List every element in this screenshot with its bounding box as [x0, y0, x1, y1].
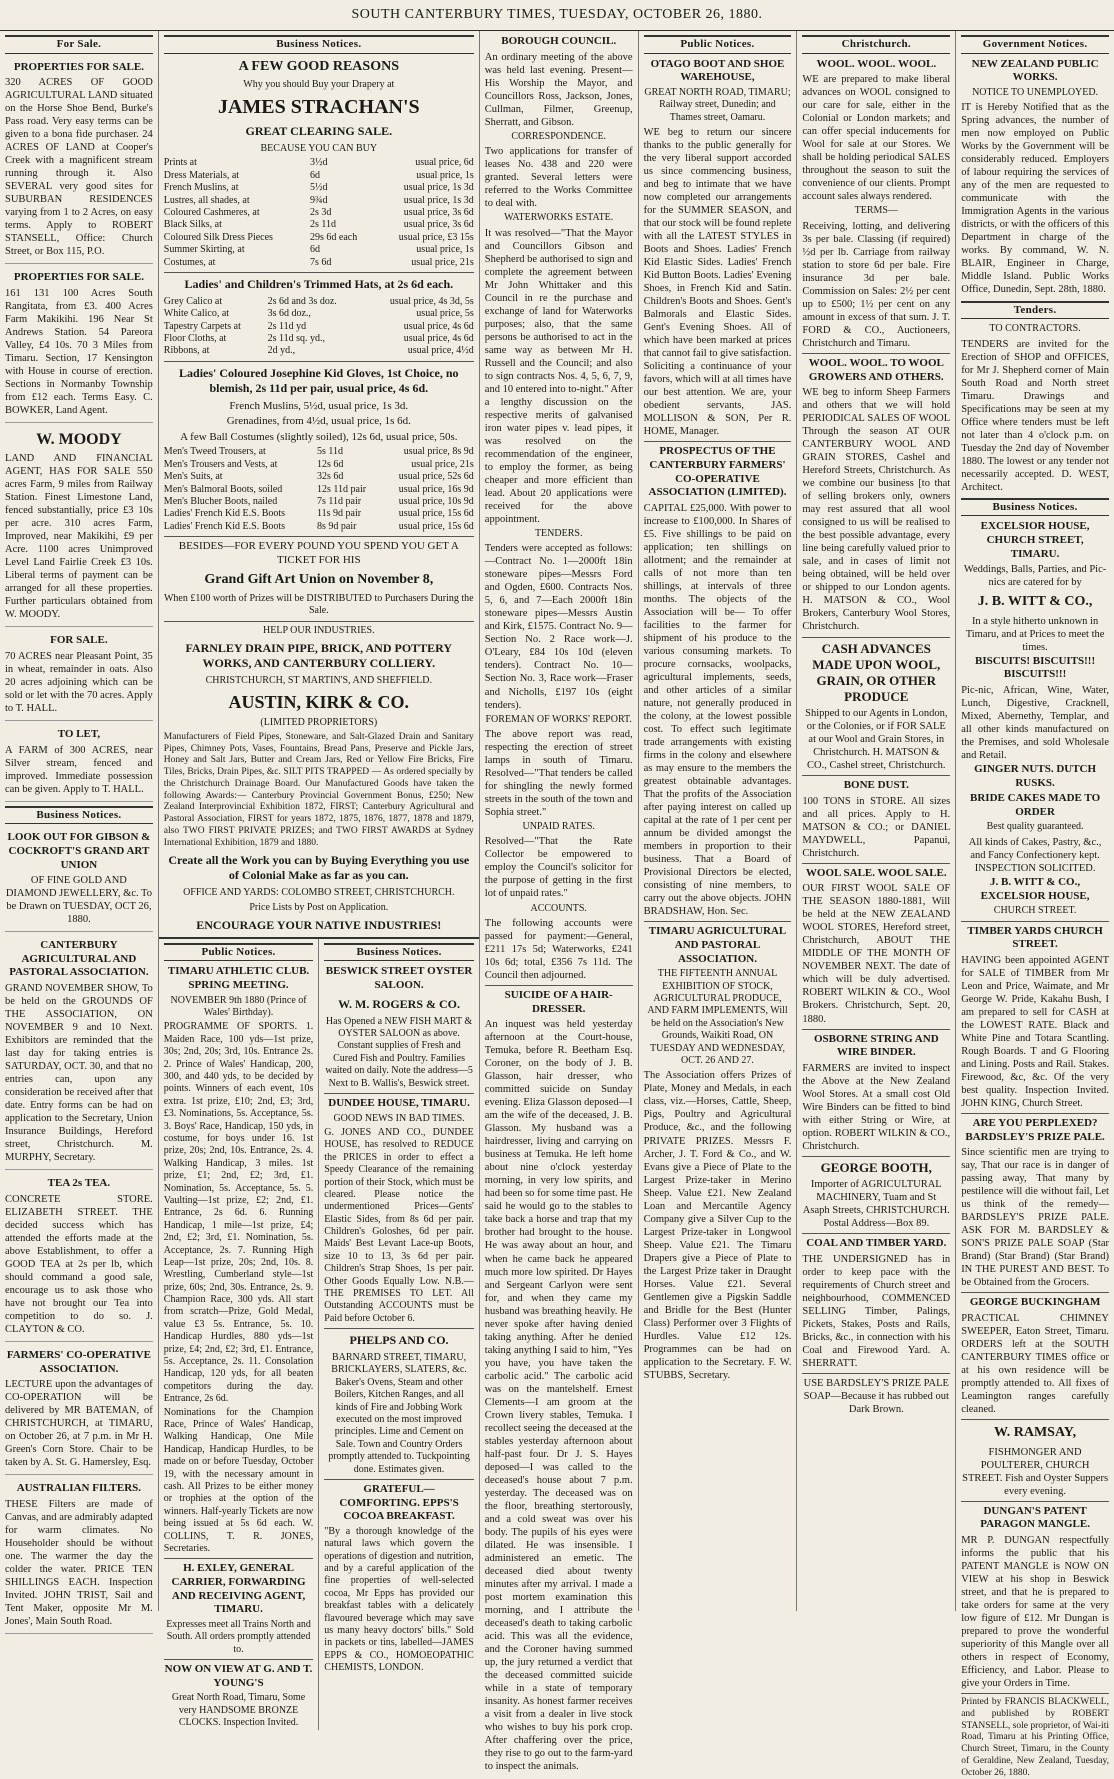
price-usual: usual price, 1s	[416, 169, 474, 181]
section-header: Public Notices.	[644, 35, 792, 54]
price-item: Men's Balmoral Boots, soiled	[163, 483, 283, 495]
article-subhead: FOREMAN OF WORKS' REPORT.	[485, 713, 632, 725]
price-usual: usual price, 3s 6d	[403, 219, 474, 231]
price-item: Summer Skirting, at	[163, 244, 245, 256]
price-item: Tapestry Carpets at	[163, 320, 241, 332]
ad-body: CONCRETE STORE. ELIZABETH STREET. THE decided success which has attended the efforts made at the above Establishment, to offer a GOOD TEA at 2s per lb, which should command a good sale, encourage us to ask those who have not brought our Tea into competition to do so. J. CLAYTON & CO.	[5, 1193, 153, 1336]
divider	[802, 637, 950, 638]
ad-body: WE beg to inform Sheep Farmers and others that we will hold PERIODICAL SALES OF WOOL Through the season AT OUR CANTERBURY WOOL AND GRAIN STORES, Cashel and Hereford Streets, Christchurch. As we combine our business [to that of selling brokers only, owners may rest assured that all wool consigned to us will be realised to the best possible advantage, every line being carefully valued prior to sale, and in cases of limit not being obtained, will be held over or shipped to our London agents. H. MATSON & CO., Wool Brokers, Canterbury Wool Stores, Christchurch.	[802, 387, 951, 633]
ad-body: In a style hitherto unknown in Timaru, and at Prices to meet the times.	[965, 615, 1105, 653]
price-row	[164, 484, 474, 496]
ad-body: A FARM of 300 ACRES, near Silver stream, fenced and improved. Immediate possession can be given. Apply to T. HALL.	[5, 744, 153, 795]
divider	[802, 1233, 950, 1234]
ad-headline: GEORGE BOOTH,	[820, 1159, 932, 1175]
price-row	[164, 244, 474, 256]
price-value: 6d	[310, 244, 321, 256]
price-value: 3½d	[310, 157, 328, 169]
price-item: Men's Suits, at	[163, 471, 223, 483]
price-value: 7s 6d	[310, 256, 332, 268]
divider	[324, 1328, 474, 1329]
divider	[961, 1419, 1109, 1420]
ad-body: OUR FIRST WOOL SALE OF THE SEASON 1880-1881, Will be held at the NEW ZEALAND WOOL STORES, Hereford street, Christchurch, ABOUT THE MIDDLE OF THE MONTH OF NOVEMBER NEXT. The date of which will be duly advertised. ROBERT WILKIN & CO., Wool Brokers. Christchurch, Sept. 20, 1880.	[802, 883, 951, 1025]
ad-caption: French Muslins, 5½d, usual price, 1s 3d.	[229, 399, 409, 412]
price-row	[164, 195, 474, 207]
ad-body: OF FINE GOLD AND DIAMOND JEWELLERY, &c. To be Drawn on TUESDAY, OCT 26, 1880.	[5, 875, 152, 926]
ad-australian-filters	[5, 1479, 153, 1634]
ad-title: AUSTIN, KIRK & CO.	[228, 692, 410, 713]
ad-headline: TO LET,	[57, 727, 101, 740]
article-subhead: WATERWORKS ESTATE.	[504, 212, 614, 224]
ad-caption: NOTICE TO UNEMPLOYED.	[972, 86, 1099, 98]
ad-body: 161 131 100 Acres South Rangitata, from £3. 400 Acres Farm Makikihi. 196 Near St Andrews Station. 54 Pareora Valley, £4 10s. 70 3 Miles from Timaru. Section, 17 Kensington with House in course of erection. Sections in Normanby Township from £12 each. Terms Easy. C. BOWKER, Land Agent.	[5, 288, 153, 417]
ad-body: USE BARDSLEY'S PRIZE PALE SOAP—Because it has rubbed out Dark Brown.	[803, 1377, 949, 1415]
price-value: 9¾d	[310, 194, 328, 206]
section-header: Business Notices.	[324, 943, 474, 962]
ad-headline: WOOL SALE. WOOL SALE.	[805, 866, 947, 879]
price-item: Lustres, all shades, at	[163, 194, 250, 206]
ad-caption: Why you should Buy your Drapery at	[243, 78, 395, 90]
price-item: Black Silks, at	[163, 219, 222, 231]
ad-body: LAND AND FINANCIAL AGENT, HAS FOR SALE 550 acres Farm, 9 miles from Railway Station. Finest Limestone Land, fenced substantially, price £3 10s per acre. 310 acres Farm, Improved, near Makikihi, £9 per Acre. 1100 acres Unimproved Level Land Fairlie Creek £3 10s. Liberal terms of payment can be arranged for all these properties. Further particulars obtained from W. MOODY.	[5, 453, 153, 621]
price-usual: usual price, 15s 6d	[398, 508, 474, 520]
article-subhead: TENDERS.	[534, 527, 583, 539]
ad-title: W. M. ROGERS & CO.	[338, 996, 460, 1011]
ad-body: HAVING been appointed AGENT for SALE of TIMBER from Mr Leon and Price, Waimate, and Mr George W. Pride, Kakahu Bush, I am prepared to sell for CASH at the LOWEST RATE. Black and White Pine and Totara Scantling. Rough Boards. T and G Flooring and Lining. Posts and Rail. Stakes. Firewood, &c, &c. Of the very best quality. Inspection Invited. JOHN KING, Church Street.	[961, 954, 1109, 1109]
ad-body: IT is Hereby Notified that as the Spring advances, the number of men now employed on Public Works by the Government will be considerably reduced. Employers of labour requiring the services of any of the men are requested to communicate with the Immigration Agents in the various districts, or with the officers of this Department in charge of the works. By command, W. N. BLAIR, Engineer in Charge, Middle Island. Public Works Office, Dunedin, Sept. 28th, 1880.	[961, 102, 1109, 296]
ad-body: FISHMONGER AND POULTERER, CHURCH STREET. Fish and Oyster Suppers every evening.	[962, 1446, 1109, 1497]
ad-headline: BESWICK STREET OYSTER SALOON.	[325, 965, 473, 992]
divider	[164, 1558, 314, 1559]
ad-headline: TIMARU ATHLETIC CLUB. SPRING MEETING.	[167, 965, 310, 992]
ad-body: WE are prepared to make liberal advances on WOOL consigned to our care for sale, either in the Colonial or London markets; and can offer special inducements for Wool for sale at our Stores. We shall be holding periodical SALES throughout the season to suit the convenience of our clients. Prompt account sales always rendered.	[802, 74, 951, 203]
ad-caption: CHRISTCHURCH, ST MARTIN'S, AND SHEFFIELD.	[205, 674, 432, 686]
ad-headline: TEA 2s TEA.	[47, 1177, 111, 1190]
ad-properties-stansell	[5, 58, 153, 265]
divider	[324, 1093, 474, 1094]
price-row	[164, 207, 474, 219]
ad-farmers-cooperative	[5, 1346, 153, 1475]
divider	[802, 1029, 950, 1030]
ad-headline: FOR SALE.	[50, 634, 108, 647]
ad-headline: BISCUITS! BISCUITS!!! BISCUITS!!!	[975, 654, 1096, 681]
article-headline: BOROUGH COUNCIL.	[501, 35, 617, 47]
price-row	[164, 296, 474, 308]
divider	[485, 985, 633, 986]
price-row	[164, 257, 474, 269]
price-value: 6d	[310, 169, 321, 181]
price-value: 12s 6d	[317, 458, 344, 470]
price-value: 32s 6d	[317, 471, 344, 483]
ad-body: Shipped to our Agents in London, or the Colonies, or if FOR SALE at our Wool and Grain Stores, in Christchurch. H. MATSON & CO., Cashel street, Christchurch.	[805, 707, 948, 771]
divider	[802, 1373, 950, 1374]
article-body: Two applications for transfer of leases No. 438 and 220 were granted. Several letters were referred to the Works Committee to deal with.	[484, 146, 633, 210]
price-usual: usual price, 21s	[411, 256, 474, 268]
price-row	[164, 321, 474, 333]
price-usual: usual price, 4s 6d	[403, 320, 474, 332]
price-row	[164, 345, 474, 357]
article-body: An inquest was held yesterday afternoon at the Court-house, Temuka, before R. Beetham Esq. Coroner, on the body of J. B. Glasson, hair dresser, who committed suicide on Sunday evening. Eliza Glasson deposed—I am the wife of the deceased, J. B. Glasson. My husband was a hairdresser, living and carrying on business at Temuka. He left home about nine o'clock yesterday morning, in very low spirits, and had been so for some time past. He said he would go to the stables to take back a horse and trap that my brother had brought to the house. He was away about an hour, and when he came back he appeared much more low spirited. Dr Hayes and Sergeant Carlyon were sent for, and when they came my husband was breathing heavily. He never spoke after having denied taking anything. After he denied taking anything I said to him, "Yes you have, you have taken the carbolic acid." The carbolic acid was on the mantelshelf. Ernest Clements—I am groom at the Crown livery stables, Temuka. I recollect seeing the deceased at the stables yesterday afternoon about half-past four. Dr J. S. Hayes deposed—I was called to the deceased's house about 7 p.m. yesterday. The deceased was on the floor, breathing stertorously, and a cold sweat was over his body. The pupils of his eyes were dilated. He was insensible. I administered an emetic. The deceased died about twenty minutes after my arrival. I made a post mortem examination this morning, and I attribute the deceased's death to taking carbolic acid. This was all the evidence, and the Coroner having summed up, the jury returned a verdict that the deceased committed suicide while in a state of temporary insanity. As honest farmer receives a visit from a dealer in live stock who wishes to buy his pork crop. After chaffering over the price, they rise to go out to the farm-yard to inspect the animals.	[484, 1019, 633, 1773]
divider	[802, 863, 950, 864]
price-usual: usual price, 1s 3d	[403, 194, 474, 206]
column-4	[639, 31, 798, 1611]
ad-caption: (LIMITED PROPRIETORS)	[260, 717, 378, 729]
ad-body: "By a thorough knowledge of the natural laws which govern the operations of digestion and nutrition, and by a careful application of the fine properties of well-selected cocoa, Mr Epps has provided our breakfast tables with a delicately flavoured beverage which may save us many heavy doctors' bills." Sold in packets or tins, labelled—JAMES EPPS & CO., HOMOEOPATHIC CHEMISTS, LONDON.	[324, 1525, 474, 1674]
ad-to-let-hall	[5, 725, 153, 802]
price-value: 5s 11d	[317, 446, 344, 458]
price-item: Ribbons, at	[163, 345, 210, 357]
ad-properties-bowker	[5, 268, 153, 423]
price-row	[164, 170, 474, 182]
ad-body: 100 TONS in STORE. All sizes and all prices. Apply to H. MATSON & CO.; or DANIEL MAYDWELL, Papanui, Christchurch.	[802, 795, 951, 859]
section-header: Business Notices.	[961, 498, 1109, 517]
price-item: Men's Blucher Boots, nailed	[163, 495, 278, 507]
price-item: Floor Cloths, at	[163, 333, 227, 344]
ad-caption: Price Lists by Post on Application.	[249, 901, 389, 913]
ad-body: Pic-nic, African, Wine, Water, Lunch, Digestive, Cracknell, Mixed, Abernethy, Templar, and all other kinds manufactured on the Premises, and sold Wholesale and Retail.	[961, 684, 1109, 761]
price-table	[164, 446, 474, 533]
price-row	[164, 182, 474, 194]
price-usual: usual price, 21s	[411, 458, 474, 470]
ad-title: Ladies' Coloured Josephine Kid Gloves, 1st Choice, no blemish, 2s 11d per pair, usual price, 4s 6d.	[179, 365, 459, 395]
ad-title: PHELPS AND CO.	[349, 1333, 449, 1348]
section-header: Business Notices.	[164, 35, 474, 54]
divider	[961, 921, 1109, 922]
price-value: 2s 3d	[310, 207, 332, 218]
price-usual: usual price, 1s 3d	[403, 182, 474, 194]
ad-body: Importer of AGRICULTURAL MACHINERY, Tuam and St Asaph Streets, CHRISTCHURCH. Postal Address—Box 89.	[802, 1178, 950, 1230]
article-body: The above report was read, respecting the erection of street lamps in south of Timaru. Resolved—"That tenders be called for shingling the newly formed streets in the south of the town and Sophia street."	[484, 728, 633, 819]
ad-body: Weddings, Balls, Parties, and Pic-nics are catered for by	[963, 564, 1107, 589]
price-value: 2d yd.,	[267, 345, 296, 357]
ad-headline: PROPERTIES FOR SALE.	[13, 60, 144, 73]
price-item: Men's Tweed Trousers, at	[163, 446, 266, 458]
ad-body: LECTURE upon the advantages of CO-OPERATION will be delivered by MR BATEMAN, of CHRISTCHURCH, at TIMARU, on October 26, at 7 p.m. in Mr H. Green's Corn Store. Chair to be taken by A. St. G. Hamersley, Esq.	[5, 1379, 153, 1469]
price-value: 8s 9d pair	[317, 520, 357, 532]
divider	[164, 272, 474, 273]
article-body: An ordinary meeting of the above was held last evening. Present—His Worship the Mayor, and Councillors Ross, Jackson, Jones, Cullman, Filmer, Greenup, Sherratt, and Gibson.	[484, 51, 633, 128]
section-header: Tenders.	[961, 301, 1109, 320]
article-subhead: UNPAID RATES.	[522, 821, 595, 833]
ad-headline: PROSPECTUS OF THE CANTERBURY FARMERS' CO-OPERATIVE ASSOCIATION (LIMITED).	[648, 445, 787, 499]
ad-title: FARNLEY DRAIN PIPE, BRICK, AND POTTERY WORKS, AND CANTERBURY COLLIERY.	[185, 640, 453, 670]
ad-title: W. RAMSAY,	[994, 1425, 1077, 1441]
ad-headline: CASH ADVANCES MADE UPON WOOL, GRAIN, OR OTHER PRODUCE	[812, 640, 941, 704]
price-value: 29s 6d each	[310, 231, 358, 243]
price-usual: usual price, 5s	[416, 308, 474, 320]
ad-headline: TIMARU AGRICULTURAL AND PASTORAL ASSOCIATION.	[648, 925, 787, 965]
article-subhead: CORRESPONDENCE.	[511, 130, 607, 142]
ad-title: A FEW GOOD REASONS	[238, 58, 399, 74]
price-row	[164, 521, 474, 533]
price-usual: usual price, 3s 6d	[403, 207, 474, 218]
ad-body: Expresses meet all Trains North and South. All orders promptly attended to.	[166, 1618, 311, 1655]
ad-body: FARMERS are invited to inspect the Above at the New Zealand Wool Stores. At a small cost Old Wire Binders can be fitted to bind with either String or Wire, at option. ROBERT WILKIN & CO., Christchurch.	[802, 1062, 951, 1152]
section-header: Public Notices.	[164, 943, 314, 962]
ad-headline: TIMBER YARDS CHURCH STREET.	[967, 924, 1103, 951]
ad-title: Ladies' and Children's Trimmed Hats, at 2s 6d each.	[184, 276, 454, 291]
ad-body: MR P. DUNGAN respectfully informs the public that his PATENT MANGLE is NOW ON VIEW at his shop in Beswick street, and that he is prepared to take orders for same at the very low figure of £12. Mr Dungan is prepared to prove the wonderful superiority of this Mangle over all others in respect of Economy, Efficiency, and Labor. Please to give your Orders in Time.	[961, 1534, 1109, 1690]
price-row	[164, 333, 474, 345]
ad-tea	[5, 1174, 153, 1342]
divider	[644, 441, 792, 442]
price-value: 3s 6d doz.,	[267, 308, 311, 320]
price-row	[164, 446, 474, 458]
ad-body: The Association offers Prizes of Plate, Money and Medals, in each class, viz.—Horses, Cattle, Sheep, Pigs, Poultry and Agricultural Produce, &c., and the following PRIVATE PRIZES. Messrs F. Archer, J. T. Ford & Co., and W. Evans give a Piece of Plate to the Largest Prize-taker in Merino Sheep. Value £21. New Zealand Loan and Mercantile Agency Company give a Silver Cup to the Largest Prize-taker in Longwool Sheep. Value £21. The Timaru Drapers give a Piece of Plate to the Largest Prize taker in Draught Horses. Value £21. Several Gentlemen give a Pigskin Saddle and Bridle for the Best (Hunter Class) Performer over 3 Flights of Hurdles. Value £12 12s. Programmes can be had on application to the Secretary. F. W. STUBBS, Secretary.	[643, 1070, 792, 1381]
imprint: Printed by FRANCIS BLACKWELL, and published by ROBERT STANSELL, sole proprietor, of Wai-iti Road, Timaru at his Printing Office, Church Street, Timaru, in the County of Geraldine, New Zealand, Tuesday, October 26, 1880.	[961, 1697, 1109, 1778]
price-item: Ladies' French Kid E.S. Boots	[163, 520, 286, 532]
ad-body: WE beg to return our sincere thanks to the public generally for the very liberal support accorded us since commencing business, and beg to intimate that we have now completed our arrangements for the SUMMER SEASON, and that our stock will be found replete with all the LATEST STYLES in Boots and Shoes. Ladies' French Kid Elastic Sides. Ladies' French Kid Button Boots. Ladies' Evening Shoes, in French Kid and Satin. Children's Boots and Shoes. Gent's Balmorals and Elastic Sides. Gent's Evening Shoes. All of which have been marked at prices that cannot fail to give satisfaction. Soliciting a continuance of your favors, which will at all times have our best attention. We are, your obedient servants, JAS. MOLLISON & SON, Per R. HOME, Manager.	[643, 127, 792, 438]
price-value: 11s 9d pair	[317, 508, 362, 520]
ad-caption: HELP OUR INDUSTRIES.	[263, 624, 375, 636]
ad-headline: GINGER NUTS. DUTCH RUSKS.	[974, 762, 1097, 789]
price-usual: usual price, 4s 6d	[403, 333, 474, 344]
divider	[324, 1479, 474, 1480]
price-usual: usual price, 1s	[416, 244, 474, 256]
ad-headline: J. B. WITT & CO., EXCELSIOR HOUSE,	[980, 875, 1090, 902]
ad-headline: ARE YOU PERPLEXED? BARDSLEY'S PRIZE PALE.	[965, 1117, 1105, 1143]
ad-body: THE UNDERSIGNED has in order to keep pace with the requirements of Church street and neighbourhood, COMMENCED SELLING Timber, Palings, Pickets, Stakes, Posts and Rails, Bricks, &c., in connection with his Coal and Firewood Yard. A. SHERRATT.	[802, 1253, 951, 1369]
section-header: For Sale.	[5, 35, 153, 54]
article-subhead: ACCOUNTS.	[530, 902, 587, 914]
ad-caption: GREAT NORTH ROAD, TIMARU; Railway street, Dunedin; and Thames street, Oamaru.	[644, 86, 791, 123]
price-item: French Muslins, at	[163, 182, 239, 194]
ad-headline: DUNGAN'S PATENT PARAGON MANGLE.	[980, 1504, 1090, 1531]
price-usual: usual price, 52s 6d	[398, 471, 474, 483]
ad-canterbury-association	[5, 936, 153, 1170]
subcolumn-public-notices	[159, 939, 320, 1731]
ad-body: 320 ACRES OF GOOD AGRICULTURAL LAND situated on the Horse Shoe Bend, Burke's Pass road. Very easy terms can be given to a bona fide purchaser. 24 ACRES OF LAND at Cooper's Creek with a magnificent stream running through it. Also SEVERAL very good sites for SUBURBAN RESIDENCES varying from 1 to 2 Acres, on easy terms. Apply to ROBERT STANSELL, Office: Church Street, or Box 115, P.O.	[5, 77, 153, 258]
price-item: Prints at	[163, 157, 197, 169]
price-usual: usual price, 10s 9d	[398, 495, 474, 507]
ad-headline: PROPERTIES FOR SALE.	[13, 271, 144, 284]
ad-body: BARNARD STREET, TIMARU, BRICKLAYERS, SLATERS, &c. Baker's Ovens, Steam and other Boilers, Kitchen Ranges, and all kinds of Fire and Jobbing Work executed on the most improved principles. Lime and Cement on Sale. Town and Country Orders promptly attended to. Tuckpointing done. Estimates given.	[328, 1352, 470, 1475]
ad-headline: DUNDEE HOUSE, TIMARU.	[328, 1096, 470, 1109]
price-item: Grey Calico at	[163, 295, 223, 307]
ad-headline: OTAGO BOOT AND SHOE WAREHOUSE,	[650, 57, 785, 84]
divider	[164, 1659, 314, 1660]
article-body: The following accounts were passed for payment:—General, £211 17s 5d; Waterworks, £241 10s 6d; total, £356 7s 11d. The Council then adjourned.	[484, 917, 633, 981]
ad-headline: COAL AND TIMBER YARD.	[806, 1237, 947, 1250]
ad-caption: TERMS—	[854, 205, 898, 217]
ad-body: G. JONES AND CO., DUNDEE HOUSE, has resolved to REDUCE the PRICES in order to effect a Speedy Clearance of the remaining portion of their Stock, which must be cleared. Please notice the undermentioned Prices—Gents' Elastic Sides, from 8s 6d per pair. Children's Goloshes, 6d per pair. Maids' Best Levant Lace-up Boots, size 10 to 13, 3s 6d per pair. Children's Strap Shoes, 1s per pair. Other Goods Equally Low. N.B.—THE PREMISES TO LET. All Outstanding ACCOUNTS must be Paid before October 6.	[324, 1126, 474, 1324]
ad-caption: A few Ball Costumes (slightly soiled), 12s 6d, usual price, 50s.	[180, 430, 458, 443]
ad-headline: H. EXLEY, GENERAL CARRIER, FORWARDING AND RECEIVING AGENT, TIMARU.	[171, 1562, 306, 1616]
ad-caption: GOOD NEWS IN BAD TIMES.	[333, 1112, 465, 1124]
ad-title: Grand Gift Art Union on November 8,	[204, 572, 434, 588]
ad-gibson-art-union	[5, 828, 153, 932]
ad-title: JAMES STRACHAN'S	[217, 96, 420, 119]
ad-body: TENDERS are invited for the Erection of SHOP and OFFICES, for Mr J. Shepherd corner of Main South Road and North street Timaru. Drawings and Specifications may be seen at my Office where tenders must be left not later than 4 o'clock p.m. on Tuesday the 2nd day of November 1880. The lowest or any tender not necessarily accepted. D. WEST, Architect.	[961, 338, 1109, 493]
column-2	[159, 31, 480, 1728]
ad-headline: FARMERS' CO-OPERATIVE ASSOCIATION.	[6, 1349, 151, 1375]
section-header: Government Notices.	[961, 35, 1109, 54]
divider	[802, 775, 950, 776]
divider	[961, 1693, 1109, 1694]
ad-headline: EXCELSIOR HOUSE, CHURCH STREET, TIMARU.	[980, 520, 1090, 560]
ad-headline: WOOL. WOOL. WOOL.	[816, 57, 937, 70]
ad-headline: CANTERBURY AGRICULTURAL AND PASTORAL ASSOCIATION.	[9, 939, 149, 979]
ad-body: All kinds of Cakes, Pastry, &c., and Fancy Confectionery kept. INSPECTION SOLICITED.	[968, 836, 1102, 874]
article-body: It was resolved—"That the Mayor and Councillors Gibson and Shepherd be authorised to sign and complete the agreement between Mr John Whittaker and this Council in re the purchase and exchange of land for Waterworks purposes; also, that the same persons be authorised to act in the same way as between Mr H. Russell and the Council; and also to sign contracts Nos. 4, 5, 6, 7, 9, and 10 entered into to-night." After a lengthy discussion on the respective merits of galvanised iron water pipes v. lead pipes, it was resolved on the recommendation of the engineer, to employ the former, as being cheaper and more efficient than lead. About 20 applications were received for the above appointment.	[484, 227, 633, 525]
ad-for-sale-hall	[5, 631, 153, 721]
price-usual: usual price, 8s 9d	[403, 446, 474, 458]
ad-title: J. B. WITT & CO.,	[977, 594, 1093, 610]
ad-body: Manufacturers of Field Pipes, Stoneware, and Salt-Glazed Drain and Sanitary Pipes, Chimney Pots, Vases, Fountains, Bread Pans, Preserve and Pickle Jars, Honey and Salt Jars, Butter and Cream Jars, Red or Yellow Fire Bricks, Fire Tiles, Bricks, Drain Pipes, &c. SILT PITS TRAPPED — As ordered specially by the Christchurch Drainage Board. Our Manufactured Goods have taken the following Awards:— Canterbury Provincial Government Bonus, £250; New Zealand Interprovincial Exhibition 1872, FIRST; Canterbury Agricultural and Pastoral Association, FIRST for years 1872, 1875, 1876, 1877, 1878 and 1879, also TWO FIRST PRIVATE PRIZES; and TWO FIRST AWARDS at Sydney International Exhibition, 1879 and 1880.	[163, 731, 474, 848]
price-value: 2s 6d and 3s doz.	[267, 295, 337, 307]
subcolumn-business-notices	[319, 939, 479, 1731]
price-value: 7s 11d pair	[317, 495, 362, 507]
ad-caption: BECAUSE YOU CAN BUY	[260, 143, 378, 155]
column-1	[0, 31, 159, 1628]
ad-moody	[5, 427, 153, 627]
price-item: White Calico, at	[163, 308, 230, 320]
section-header: Business Notices.	[5, 806, 153, 825]
price-row	[164, 232, 474, 244]
divider	[961, 1113, 1109, 1114]
column-6	[956, 31, 1114, 1778]
ad-body: CAPITAL £25,000. With power to increase to £100,000. In Shares of £5. Five shillings to be paid on application; ten shillings on allotment; and the remainder at calls of not more than ten shillings, at intervals of three months. The objects of the Association will be— To offer facilities to the farmer for shipment of his produce to the various consuming markets. To procure cornsacks, woolpacks, agricultural implements, seeds, and other articles of a similar nature, not generally produced in the colony, at the lowest possible cost. To effect such legitimate trade arrangements with existing firms in the colony and elsewhere as may ensure to the members the greatest obtainable advantages. That the profits of the Association after paying interest on called up capital at the rate of 1 per cent per annum be divided amongst the members in proportion to their business. That a Board of Provisional Directors be elected, consisting of nine members, to carry out the above objects. JOHN BRADSHAW, Hon. Sec.	[643, 502, 792, 918]
price-usual: usual price, 16s 9d	[398, 483, 474, 495]
divider	[164, 361, 474, 362]
columns	[0, 31, 1114, 1778]
ad-caption: TO CONTRACTORS.	[989, 323, 1081, 335]
price-table	[164, 157, 474, 269]
lower-subcolumns	[159, 937, 479, 1731]
ad-headline: GEORGE BUCKINGHAM	[969, 1296, 1101, 1309]
ad-title: GREAT CLEARING SALE.	[245, 124, 393, 139]
price-value: 5½d	[310, 182, 328, 194]
price-value: 2s 11d sq. yd.,	[267, 333, 326, 344]
price-value: 2s 11d yd	[267, 320, 307, 332]
divider	[802, 353, 950, 354]
ad-headline: WOOL. WOOL. TO WOOL GROWERS AND OTHERS.	[808, 356, 944, 383]
ad-title: Create all the Work you can by Buying Everything you use of Colonial Make as far as you can.	[168, 853, 470, 883]
price-item: Ladies' French Kid E.S. Boots	[163, 508, 286, 520]
price-item: Dress Materials, at	[163, 169, 240, 181]
ad-caption: Grenadines, from 4½d, usual price, 1s 6d.	[226, 415, 411, 428]
ad-body: Has Opened a NEW FISH MART & OYSTER SALOON as above. Constant supplies of Fresh and Cured Fish and Poultry. Families waited on daily. Note the address—5 Next to B. Wallis's, Beswick street.	[325, 1015, 473, 1089]
ad-caption: When £100 worth of Prizes will be DISTRIBUTED to Purchasers During the Sale.	[163, 592, 474, 617]
price-usual: usual price, £3 15s	[398, 231, 474, 243]
divider	[802, 1156, 950, 1157]
divider	[961, 1501, 1109, 1502]
divider	[164, 621, 474, 622]
price-usual: usual price, 6d	[415, 157, 474, 169]
strachan-ad	[159, 35, 479, 933]
price-row	[164, 496, 474, 508]
ad-body: Receiving, lotting, and delivering 3s per bale. Classing (if required) ½d per lb. Carriage from railway station to store 6d per bale. Fire insurance 3d per bale. Commission on Sales: 2½ per cent up to £500; 1½ per cent on any amount in excess of that sum. J. T. FORD & CO., Auctioneers, Christchurch and Timaru.	[802, 220, 951, 349]
ad-headline: NEW ZEALAND PUBLIC WORKS.	[971, 57, 1099, 84]
price-item: Costumes, at	[163, 256, 216, 268]
price-usual: usual price, 4½d	[407, 345, 474, 357]
ad-caption: Best quality guaranteed.	[986, 821, 1084, 833]
ad-headline: BONE DUST.	[843, 779, 909, 792]
price-value: 2s 11d	[310, 219, 337, 231]
price-usual: usual price, 15s 6d	[398, 520, 474, 532]
ad-headline: W. MOODY	[36, 431, 122, 449]
ad-title: ENCOURAGE YOUR NATIVE INDUSTRIES!	[196, 917, 442, 932]
column-3	[480, 31, 639, 1773]
ad-caption: CHURCH STREET.	[993, 905, 1077, 917]
ad-body: PRACTICAL CHIMNEY SWEEPER, Eaton Street, Timaru. ORDERS left at the SOUTH CANTERBURY TIMES office or at his own residence will be promptly attended to. All fixes of Leamington ranges carefully cleaned.	[961, 1313, 1109, 1416]
article-body: Tenders were accepted as follows:—Contract No. 1—2000ft 18in stoneware pipes—Messrs Ford and Ogden, £600. Contracts Nos. 5, 6, and 7—Each 2000ft 18in stoneware pipes—Messrs Austin and Kirk, £1575. Contract No. 9—Section No. 2 Race work—J. O'Leary, £84 10s 10d (eleven tenders). Contract No. 10—Section No. 3, Race work—Fraser and Nicholls, £197 10s (eight tenders).	[484, 543, 633, 711]
price-usual: usual price, 4s 3d, 5s	[389, 295, 474, 307]
divider	[961, 1292, 1109, 1293]
ad-body: PROGRAMME OF SPORTS. 1. Maiden Race, 100 yds—1st prize, 30s; 2nd, 20s; 3rd, 10s. Entrance 2s. 2. Prince of Wales' Handicap, 200, 300, and 440 yds, to be decided by points. Winners of each event, 10s extra. 1st prize, £10; 2nd, £3; 3rd, £3. Nominations, 5s. Acceptance, 5s. 3. Boys' Race, Handicap, 150 yds, in costume, for boys under 16. 1st prize, 20s; 2nd, 10s. Entrance, 2s. 4. Walking Handicap, 3 miles. 1st prize, £1; 2nd, £2; 3rd, £1. Nomination, 5s. Acceptance, 5s. 5. Vaulting—1st prize, £2; 2nd, £1. Entrance, 2s 6d. 6. Running Handicap, 1 mile—1st prize, £4; 2nd, £2; 3rd, £1. Nomination, 5s. Acceptance, 2s. 7. Running High Leap—1st prize, 20s; 2nd, 10s. 8. Wrestling, Cumberland style—1st prize, 60s; 2nd, 30s. Entrance, 2s. 9. Champion Race, 300 yds. All start from scratch—Prize, Gold Medal, value £3 5s. Entrance, 5s. 10. Handicap Hurdles, 880 yds—1st prize, £4; 2nd, £2; 3rd, £1. Entrance, 5s. Acceptance, 2s. 11. Consolation Handicap, 120 yds, for all beaten competitors during the day. Entrance, 2s 6d.	[163, 1021, 314, 1405]
article-body: Resolved—"That the Rate Collector be empowered to employ the Council's solicitor for the purpose of getting in the first lot of unpaid rates."	[484, 836, 633, 900]
ad-body: Nominations for the Champion Race, Prince of Wales' Handicap, Walking Handicap, One Mile Handicap, Handicap Hurdles, to be made on or before Tuesday, October 19, with the necessary amount in cash. All Prizes to be either money or trophies at the option of the winners. Half-yearly Tickets are now being issued at 5s 6d each. W. COLLINS, T. R. JONES, Secretaries.	[163, 1406, 314, 1554]
ad-caption: BESIDES—FOR EVERY POUND YOU SPEND YOU GET A TICKET FOR HIS	[178, 540, 459, 566]
article-headline: SUICIDE OF A HAIR-DRESSER.	[504, 988, 613, 1015]
price-value: 12s 11d pair	[317, 483, 367, 495]
price-table	[164, 296, 474, 358]
price-item: Coloured Silk Dress Pieces	[163, 231, 273, 243]
ad-caption: OFFICE AND YARDS: COLOMBO STREET, CHRISTCHURCH.	[183, 887, 455, 899]
ad-headline: GRATEFUL—COMFORTING. EPPS'S COCOA BREAKFAST.	[339, 1482, 459, 1523]
section-header: Christchurch.	[802, 35, 950, 54]
price-row	[164, 508, 474, 520]
ad-headline: BRIDE CAKES MADE TO ORDER	[970, 792, 1101, 818]
price-row	[164, 157, 474, 169]
ad-headline: NOW ON VIEW AT G. AND T. YOUNG'S	[164, 1662, 313, 1689]
ad-body: Since scientific men are trying to say, That our race is in danger of passing away, That many by pestilence will die without fail, Let us think of the remedy—BARDSLEY'S PRIZE PALE. ASK FOR M. BARDSLEY & SON'S PRIZE PALE SOAP (Star Brand) (Star Brand) (Star Brand) IN THE PUREST AND BEST. To be Obtained from the Grocers.	[961, 1147, 1109, 1289]
price-row	[164, 219, 474, 231]
masthead: SOUTH CANTERBURY TIMES, TUESDAY, OCTOBER 26, 1880.	[0, 0, 1114, 31]
price-row	[164, 308, 474, 320]
ad-headline: OSBORNE STRING AND WIRE BINDER.	[813, 1032, 939, 1059]
divider	[644, 921, 792, 922]
ad-caption: NOVEMBER 9th 1880 (Prince of Wales' Birthday).	[170, 994, 307, 1019]
divider	[164, 536, 474, 537]
column-5	[797, 31, 956, 1611]
price-item: Men's Trousers and Vests, at	[163, 458, 278, 470]
ad-body: GRAND NOVEMBER SHOW, To be held on the GROUNDS OF THE ASSOCIATION, ON NOVEMBER 9 and 10 Next. Exhibitors are reminded that the last day for taking entries is SATURDAY, OCT. 30, and that no entries can, upon any consideration be received after that date. Entry forms can be had on application to the Secretary, Union Insurance Buildings, Hereford street, Christchurch. M. MURPHY, Secretary.	[5, 983, 153, 1164]
price-item: Coloured Cashmeres, at	[163, 207, 260, 218]
ad-headline: LOOK OUT FOR GIBSON & COCKROFT'S GRAND ART UNION	[7, 831, 151, 871]
price-row	[164, 459, 474, 471]
price-row	[164, 471, 474, 483]
ad-body: Great North Road, Timaru, Some very HANDSOME BRONZE CLOCKS. Inspection Invited.	[171, 1692, 306, 1728]
ad-headline: AUSTRALIAN FILTERS.	[16, 1482, 142, 1495]
ad-body: THESE Filters are made of Canvas, and are admirably adapted for warm climates. No Householder should be without one. The warmer the day the colder the water. PRICE TEN SHILLINGS EACH. Inspection Invited. JOHN TRIST, Sail and Tent Maker, opposite Mr M. Jones', Main South Road.	[5, 1499, 153, 1628]
ad-caption: THE FIFTEENTH ANNUAL EXHIBITION OF STOCK, AGRICULTURAL PRODUCE, AND FARM IMPLEMENTS, Will be held on the Association's New Grounds, Waikiti Road, ON TUESDAY AND WEDNESDAY, OCT. 26 AND 27.	[647, 968, 788, 1067]
ad-body: 70 ACRES near Pleasant Point, 35 in wheat, remainder in oats. Also 20 acres adjoining which can be sold or let with the 70 acres. Apply to T. HALL.	[5, 650, 153, 714]
